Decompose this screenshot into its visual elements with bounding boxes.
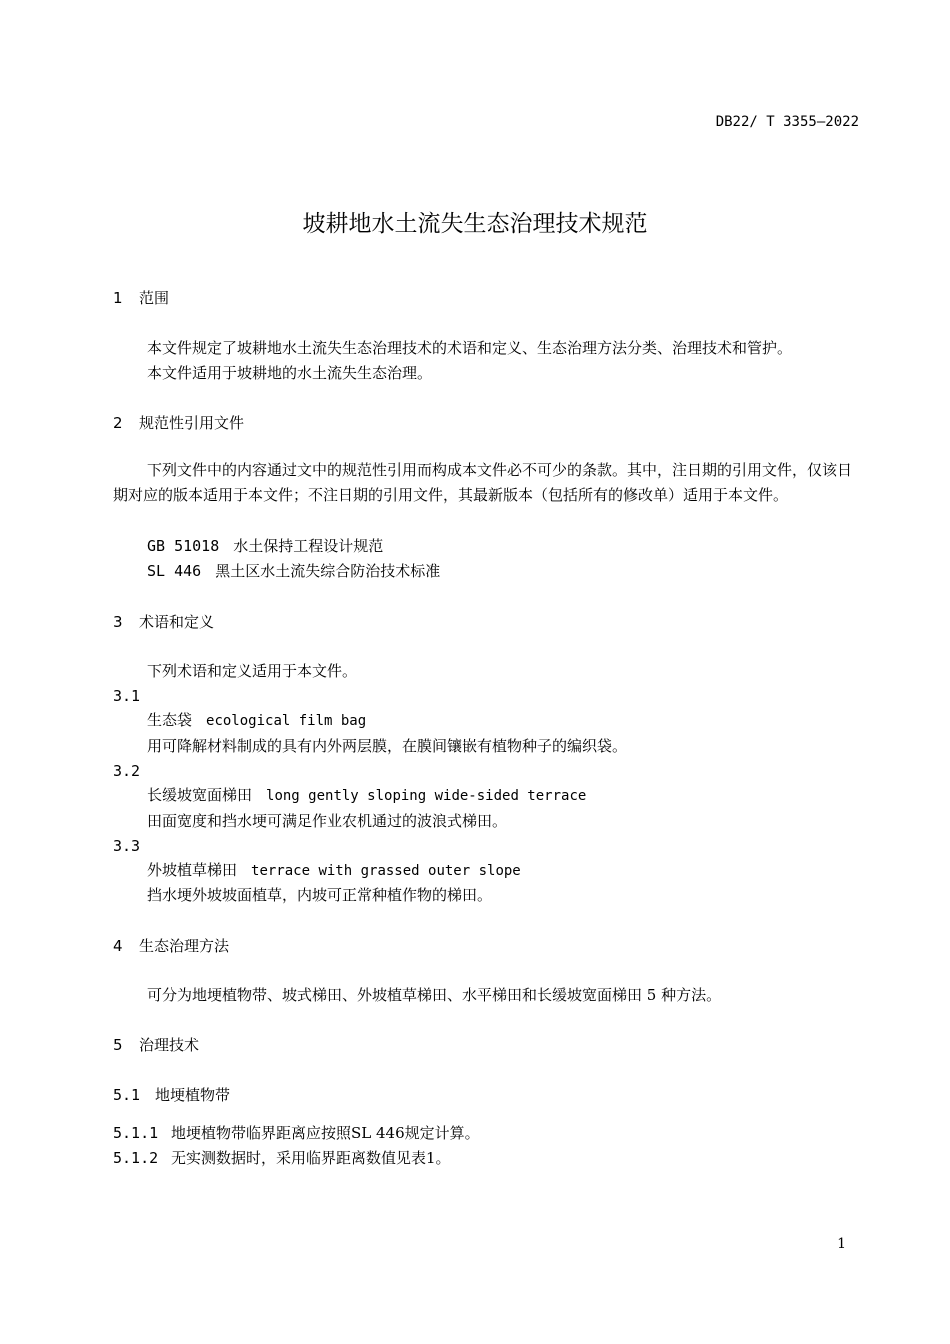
reference-title: 水土保持工程设计规范	[233, 537, 384, 555]
section-number: 5	[113, 1036, 123, 1054]
section-4-heading	[113, 935, 229, 956]
section-number: 2	[113, 414, 123, 432]
term-2-number: 3.2	[113, 762, 141, 780]
section-number: 3	[113, 613, 123, 631]
normative-reference-1	[147, 534, 383, 558]
section-title: 规范性引用文件	[139, 414, 245, 432]
term-2-heading	[147, 784, 586, 805]
subsection-number: 5.1	[113, 1086, 141, 1104]
clause-text: 无实测数据时，采用临界距离数值见表1。	[171, 1149, 451, 1167]
clause-5-1-1	[113, 1121, 480, 1145]
term-english: long gently sloping wide-sided terrace	[266, 788, 587, 804]
term-3-heading	[147, 859, 521, 880]
section-4-paragraph: 可分为地埂植物带、坡式梯田、外坡植草梯田、水平梯田和长缓坡宽面梯田 5 种方法。	[147, 986, 722, 1004]
subsection-5-1-heading	[113, 1084, 230, 1105]
clause-number: 5.1.2	[113, 1149, 159, 1167]
section-title: 范围	[139, 289, 170, 307]
term-chinese: 外坡植草梯田	[147, 861, 238, 879]
standard-number: DB22/ T 3355—2022	[715, 114, 859, 130]
term-1-definition: 用可降解材料制成的具有内外两层膜，在膜间镶嵌有植物种子的编织袋。	[147, 737, 628, 755]
section-3-intro: 下列术语和定义适用于本文件。	[147, 662, 358, 680]
clause-text: 地埂植物带临界距离应按照SL 446规定计算。	[171, 1124, 480, 1142]
section-3-heading	[113, 611, 214, 632]
clause-number: 5.1.1	[113, 1124, 159, 1142]
term-english: terrace with grassed outer slope	[251, 863, 521, 879]
section-number: 4	[113, 937, 123, 955]
term-1-heading	[147, 709, 366, 730]
section-title: 治理技术	[139, 1036, 200, 1054]
reference-code: SL 446	[147, 562, 202, 580]
clause-5-1-2	[113, 1146, 451, 1170]
section-title: 生态治理方法	[139, 937, 230, 955]
term-2-definition: 田面宽度和挡水埂可满足作业农机通过的波浪式梯田。	[147, 812, 508, 830]
term-english: ecological film bag	[206, 713, 367, 729]
term-1-number: 3.1	[113, 687, 141, 705]
reference-title: 黑土区水土流失综合防治技术标准	[215, 562, 441, 580]
term-chinese: 长缓坡宽面梯田	[147, 786, 253, 804]
subsection-title: 地埂植物带	[155, 1086, 231, 1104]
term-chinese: 生态袋	[147, 711, 193, 729]
section-title: 术语和定义	[139, 613, 215, 631]
term-3-number: 3.3	[113, 837, 141, 855]
section-2-heading	[113, 412, 244, 433]
page-number: 1	[837, 1236, 846, 1252]
reference-code: GB 51018	[147, 537, 220, 555]
section-5-heading	[113, 1034, 199, 1055]
section-number: 1	[113, 289, 123, 307]
section-1-paragraph-1: 本文件规定了坡耕地水土流失生态治理技术的术语和定义、生态治理方法分类、治理技术和管护。	[147, 339, 793, 357]
document-title: 坡耕地水土流失生态治理技术规范	[302, 211, 648, 237]
section-1-paragraph-2: 本文件适用于坡耕地的水土流失生态治理。	[147, 364, 433, 382]
section-1-heading	[113, 287, 169, 308]
term-3-definition: 挡水埂外坡坡面植草，内坡可正常种植作物的梯田。	[147, 886, 493, 904]
section-2-paragraph: 下列文件中的内容通过文中的规范性引用而构成本文件必不可少的条款。其中，注日期的引用文件，仅该日期对应的版本适用于本文件；不注日期的引用文件，其最新版本（包括所有的修改单）适用于本文件。	[113, 461, 853, 504]
normative-reference-2	[147, 559, 440, 583]
